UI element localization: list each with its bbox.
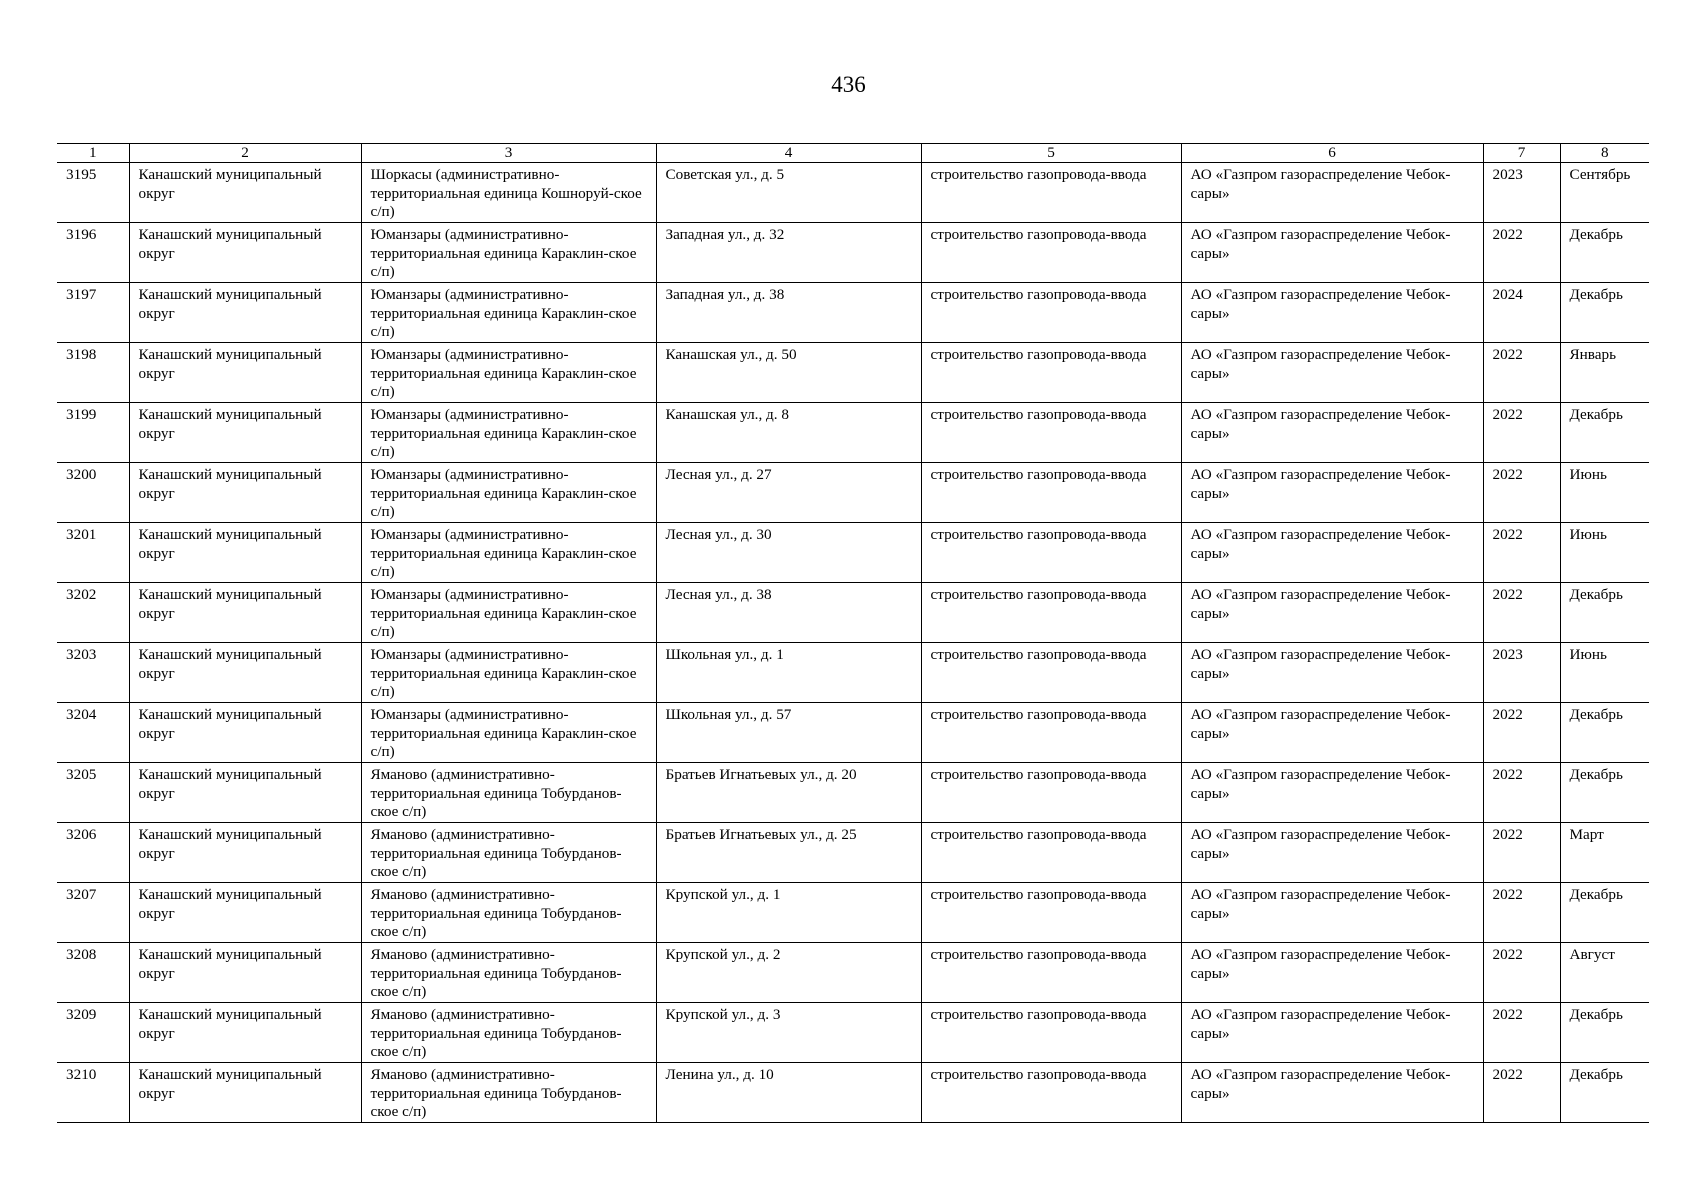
table-row — [57, 1063, 1649, 1123]
column-header: 7 — [1483, 144, 1560, 163]
month-cell: Декабрь — [1560, 703, 1649, 763]
row-number: 3206 — [57, 823, 129, 883]
year-cell: 2022 — [1483, 343, 1560, 403]
organization-cell: АО «Газпром газораспределение Чебок-сары» — [1181, 643, 1483, 703]
district-cell: Канашский муниципальный округ — [129, 403, 361, 463]
district-cell: Канашский муниципальный округ — [129, 343, 361, 403]
row-number: 3205 — [57, 763, 129, 823]
organization-cell: АО «Газпром газораспределение Чебок-сары» — [1181, 403, 1483, 463]
organization-cell: АО «Газпром газораспределение Чебок-сары» — [1181, 163, 1483, 223]
settlement-cell: Юманзары (административно-территориальная единица Караклин-ское с/п) — [361, 583, 656, 643]
year-cell: 2022 — [1483, 403, 1560, 463]
row-number: 3204 — [57, 703, 129, 763]
table-body — [57, 163, 1649, 1123]
month-cell: Декабрь — [1560, 763, 1649, 823]
table-row — [57, 883, 1649, 943]
row-number: 3197 — [57, 283, 129, 343]
row-number: 3201 — [57, 523, 129, 583]
organization-cell: АО «Газпром газораспределение Чебок-сары» — [1181, 1063, 1483, 1123]
organization-cell: АО «Газпром газораспределение Чебок-сары» — [1181, 763, 1483, 823]
district-cell: Канашский муниципальный округ — [129, 1063, 361, 1123]
row-number: 3208 — [57, 943, 129, 1003]
work-type-cell: строительство газопровода-ввода — [921, 643, 1181, 703]
district-cell: Канашский муниципальный округ — [129, 283, 361, 343]
month-cell: Декабрь — [1560, 403, 1649, 463]
work-type-cell: строительство газопровода-ввода — [921, 583, 1181, 643]
gas-pipeline-register-table — [57, 143, 1649, 1123]
address-cell: Лесная ул., д. 38 — [656, 583, 921, 643]
settlement-cell: Яманово (административно-территориальная единица Тобурданов-ское с/п) — [361, 1003, 656, 1063]
year-cell: 2022 — [1483, 823, 1560, 883]
district-cell: Канашский муниципальный округ — [129, 1003, 361, 1063]
settlement-cell: Юманзары (административно-территориальная единица Караклин-ское с/п) — [361, 403, 656, 463]
address-cell: Ленина ул., д. 10 — [656, 1063, 921, 1123]
year-cell: 2022 — [1483, 463, 1560, 523]
district-cell: Канашский муниципальный округ — [129, 823, 361, 883]
year-cell: 2023 — [1483, 163, 1560, 223]
work-type-cell: строительство газопровода-ввода — [921, 823, 1181, 883]
address-cell: Крупской ул., д. 2 — [656, 943, 921, 1003]
settlement-cell: Яманово (административно-территориальная единица Тобурданов-ское с/п) — [361, 763, 656, 823]
settlement-cell: Яманово (административно-территориальная единица Тобурданов-ское с/п) — [361, 1063, 656, 1123]
work-type-cell: строительство газопровода-ввода — [921, 703, 1181, 763]
address-cell: Школьная ул., д. 57 — [656, 703, 921, 763]
organization-cell: АО «Газпром газораспределение Чебок-сары» — [1181, 283, 1483, 343]
page-number: 436 — [831, 72, 866, 97]
organization-cell: АО «Газпром газораспределение Чебок-сары» — [1181, 583, 1483, 643]
column-header: 1 — [57, 144, 129, 163]
work-type-cell: строительство газопровода-ввода — [921, 1003, 1181, 1063]
settlement-cell: Яманово (административно-территориальная единица Тобурданов-ское с/п) — [361, 883, 656, 943]
work-type-cell: строительство газопровода-ввода — [921, 283, 1181, 343]
address-cell: Крупской ул., д. 3 — [656, 1003, 921, 1063]
row-number: 3196 — [57, 223, 129, 283]
month-cell: Январь — [1560, 343, 1649, 403]
organization-cell: АО «Газпром газораспределение Чебок-сары» — [1181, 883, 1483, 943]
table-row — [57, 283, 1649, 343]
settlement-cell: Юманзары (административно-территориальная единица Караклин-ское с/п) — [361, 703, 656, 763]
address-cell: Западная ул., д. 38 — [656, 283, 921, 343]
address-cell: Канашская ул., д. 8 — [656, 403, 921, 463]
organization-cell: АО «Газпром газораспределение Чебок-сары» — [1181, 463, 1483, 523]
table-row — [57, 223, 1649, 283]
column-header: 2 — [129, 144, 361, 163]
work-type-cell: строительство газопровода-ввода — [921, 463, 1181, 523]
district-cell: Канашский муниципальный округ — [129, 223, 361, 283]
month-cell: Июнь — [1560, 523, 1649, 583]
table-row — [57, 763, 1649, 823]
district-cell: Канашский муниципальный округ — [129, 163, 361, 223]
year-cell: 2022 — [1483, 1003, 1560, 1063]
column-header: 5 — [921, 144, 1181, 163]
row-number: 3203 — [57, 643, 129, 703]
district-cell: Канашский муниципальный округ — [129, 943, 361, 1003]
month-cell: Март — [1560, 823, 1649, 883]
address-cell: Школьная ул., д. 1 — [656, 643, 921, 703]
address-cell: Братьев Игнатьевых ул., д. 25 — [656, 823, 921, 883]
table-row — [57, 823, 1649, 883]
address-cell: Крупской ул., д. 1 — [656, 883, 921, 943]
year-cell: 2022 — [1483, 1063, 1560, 1123]
settlement-cell: Яманово (административно-территориальная единица Тобурданов-ское с/п) — [361, 943, 656, 1003]
address-cell: Советская ул., д. 5 — [656, 163, 921, 223]
row-number: 3199 — [57, 403, 129, 463]
month-cell: Июнь — [1560, 643, 1649, 703]
organization-cell: АО «Газпром газораспределение Чебок-сары» — [1181, 943, 1483, 1003]
month-cell: Август — [1560, 943, 1649, 1003]
year-cell: 2024 — [1483, 283, 1560, 343]
row-number: 3198 — [57, 343, 129, 403]
row-number: 3210 — [57, 1063, 129, 1123]
settlement-cell: Яманово (административно-территориальная единица Тобурданов-ское с/п) — [361, 823, 656, 883]
organization-cell: АО «Газпром газораспределение Чебок-сары» — [1181, 523, 1483, 583]
month-cell: Декабрь — [1560, 883, 1649, 943]
organization-cell: АО «Газпром газораспределение Чебок-сары» — [1181, 823, 1483, 883]
year-cell: 2022 — [1483, 763, 1560, 823]
organization-cell: АО «Газпром газораспределение Чебок-сары» — [1181, 1003, 1483, 1063]
month-cell: Декабрь — [1560, 583, 1649, 643]
address-cell: Братьев Игнатьевых ул., д. 20 — [656, 763, 921, 823]
row-number: 3200 — [57, 463, 129, 523]
organization-cell: АО «Газпром газораспределение Чебок-сары» — [1181, 343, 1483, 403]
settlement-cell: Шоркасы (административно-территориальная единица Кошноруй-ское с/п) — [361, 163, 656, 223]
organization-cell: АО «Газпром газораспределение Чебок-сары» — [1181, 223, 1483, 283]
settlement-cell: Юманзары (административно-территориальная единица Караклин-ское с/п) — [361, 523, 656, 583]
organization-cell: АО «Газпром газораспределение Чебок-сары» — [1181, 703, 1483, 763]
year-cell: 2023 — [1483, 643, 1560, 703]
district-cell: Канашский муниципальный округ — [129, 883, 361, 943]
district-cell: Канашский муниципальный округ — [129, 523, 361, 583]
district-cell: Канашский муниципальный округ — [129, 583, 361, 643]
work-type-cell: строительство газопровода-ввода — [921, 763, 1181, 823]
address-cell: Западная ул., д. 32 — [656, 223, 921, 283]
district-cell: Канашский муниципальный округ — [129, 463, 361, 523]
work-type-cell: строительство газопровода-ввода — [921, 1063, 1181, 1123]
year-cell: 2022 — [1483, 943, 1560, 1003]
work-type-cell: строительство газопровода-ввода — [921, 343, 1181, 403]
year-cell: 2022 — [1483, 703, 1560, 763]
year-cell: 2022 — [1483, 223, 1560, 283]
month-cell: Июнь — [1560, 463, 1649, 523]
settlement-cell: Юманзары (административно-территориальная единица Караклин-ское с/п) — [361, 463, 656, 523]
month-cell: Декабрь — [1560, 223, 1649, 283]
table-row — [57, 523, 1649, 583]
table-row — [57, 703, 1649, 763]
table-row — [57, 463, 1649, 523]
column-header: 4 — [656, 144, 921, 163]
row-number: 3209 — [57, 1003, 129, 1063]
column-header: 3 — [361, 144, 656, 163]
row-number: 3207 — [57, 883, 129, 943]
work-type-cell: строительство газопровода-ввода — [921, 943, 1181, 1003]
year-cell: 2022 — [1483, 583, 1560, 643]
work-type-cell: строительство газопровода-ввода — [921, 403, 1181, 463]
column-header: 6 — [1181, 144, 1483, 163]
table-row — [57, 1003, 1649, 1063]
address-cell: Лесная ул., д. 30 — [656, 523, 921, 583]
settlement-cell: Юманзары (административно-территориальная единица Караклин-ское с/п) — [361, 223, 656, 283]
table-row — [57, 643, 1649, 703]
settlement-cell: Юманзары (административно-территориальная единица Караклин-ское с/п) — [361, 283, 656, 343]
month-cell: Декабрь — [1560, 283, 1649, 343]
district-cell: Канашский муниципальный округ — [129, 703, 361, 763]
year-cell: 2022 — [1483, 883, 1560, 943]
district-cell: Канашский муниципальный округ — [129, 763, 361, 823]
row-number: 3195 — [57, 163, 129, 223]
table-row — [57, 943, 1649, 1003]
column-number-header-row — [57, 144, 1649, 163]
row-number: 3202 — [57, 583, 129, 643]
month-cell: Декабрь — [1560, 1063, 1649, 1123]
table-row — [57, 583, 1649, 643]
column-header: 8 — [1560, 144, 1649, 163]
table-row — [57, 163, 1649, 223]
settlement-cell: Юманзары (административно-территориальная единица Караклин-ское с/п) — [361, 643, 656, 703]
table-row — [57, 343, 1649, 403]
year-cell: 2022 — [1483, 523, 1560, 583]
work-type-cell: строительство газопровода-ввода — [921, 163, 1181, 223]
address-cell: Лесная ул., д. 27 — [656, 463, 921, 523]
table-row — [57, 403, 1649, 463]
work-type-cell: строительство газопровода-ввода — [921, 883, 1181, 943]
work-type-cell: строительство газопровода-ввода — [921, 523, 1181, 583]
month-cell: Сентябрь — [1560, 163, 1649, 223]
work-type-cell: строительство газопровода-ввода — [921, 223, 1181, 283]
district-cell: Канашский муниципальный округ — [129, 643, 361, 703]
settlement-cell: Юманзары (административно-территориальная единица Караклин-ское с/п) — [361, 343, 656, 403]
month-cell: Декабрь — [1560, 1003, 1649, 1063]
address-cell: Канашская ул., д. 50 — [656, 343, 921, 403]
